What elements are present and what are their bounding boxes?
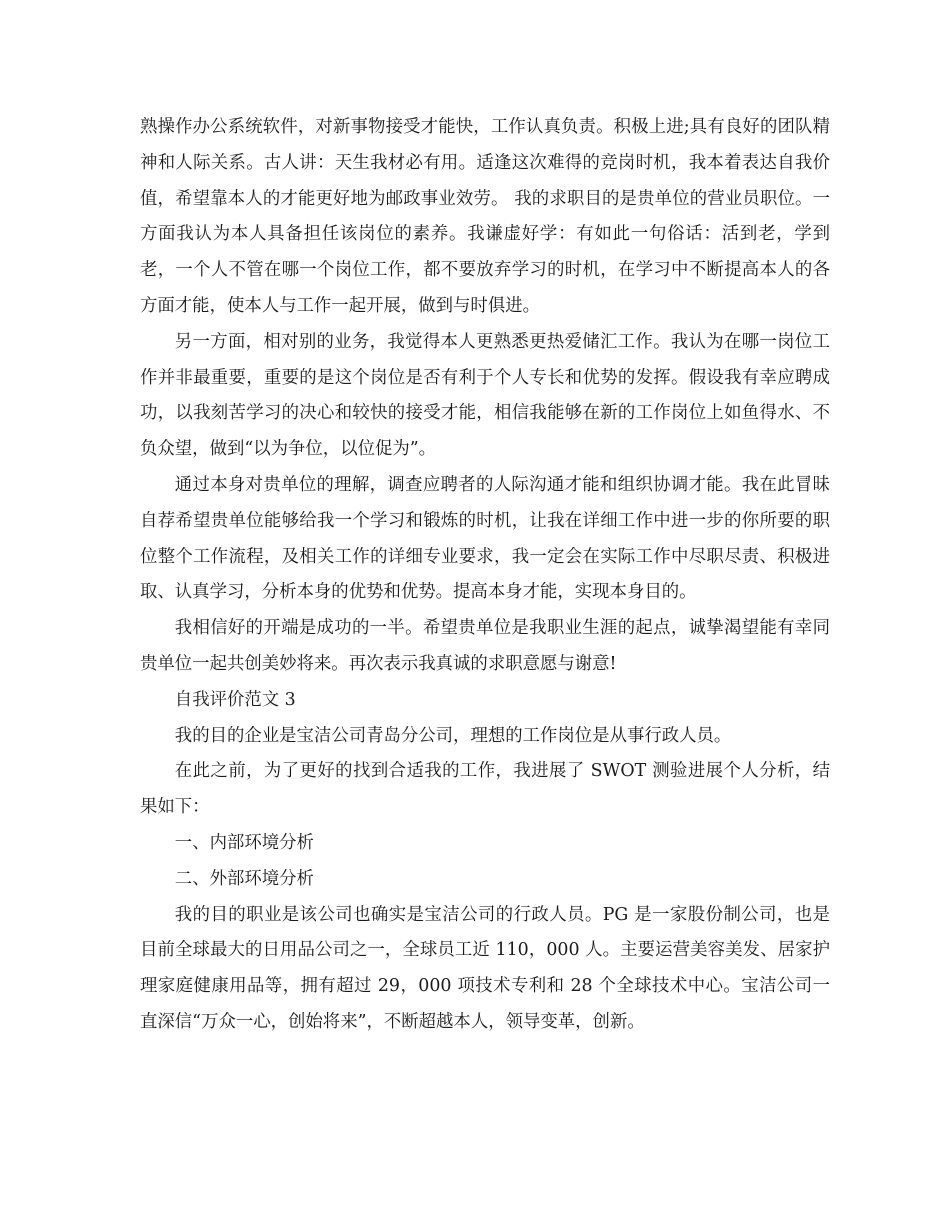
- paragraph-1: 熟操作办公系统软件，对新事物接受才能快，工作认真负责。积极上进;具有良好的团队精神和人际关系。古人讲：天生我材必有用。适逢这次难得的竞岗时机，我本着表达自我价值，希望靠本人的才能更好地为邮政事业效劳。 我的求职目的是贵单位的营业员职位。一方面我认为本人具备担任该岗位的素养。我谦虚好学：有如此一句俗话：活到老，学到老，一个人不管在哪一个岗位工作，都不要放弃学习的时机，在学习中不断提高本人的各方面才能，使本人与工作一起开展，做到与时俱进。: [140, 117, 830, 316]
- paragraph-6: 在此之前，为了更好的找到合适我的工作，我进展了 SWOT 测验进展个人分析，结果如下：: [140, 761, 830, 818]
- paragraph-3: 通过本身对贵单位的理解，调查应聘者的人际沟通才能和组织协调才能。我在此冒昧自荐希望贵单位能够给我一个学习和锻炼的时机，让我在详细工作中进一步的你所要的职位整个工作流程，及相关工作的详细专业要求，我一定会在实际工作中尽职尽责、积极进取、认真学习，分析本身的优势和优势。提高本身才能，实现本身目的。: [140, 474, 830, 603]
- paragraph-2: 另一方面，相对别的业务，我觉得本人更熟悉更热爱储汇工作。我认为在哪一岗位工作并非最重要，重要的是这个岗位是否有利于个人专长和优势的发挥。假设我有幸应聘成功，以我刻苦学习的决心和较快的接受才能，相信我能够在新的工作岗位上如鱼得水、不负众望，做到“以为争位，以位促为”。: [140, 331, 830, 460]
- paragraph-7: 我的目的职业是该公司也确实是宝洁公司的行政人员。PG 是一家股份制公司，也是目前全球最大的日用品公司之一，全球员工近 110，000 人。主要运营美容美发、居家护理家庭健康用品等，拥有超过 29，000 项技术专利和 28 个全球技术中心。宝洁公司一直深信“万众一心，创始将来”，不断超越本人，领导变革，创新。: [140, 904, 830, 1032]
- subheading-internal: 一、内部环境分析: [174, 832, 314, 853]
- subheading-external: 二、外部环境分析: [174, 868, 314, 889]
- paragraph-4: 我相信好的开端是成功的一半。希望贵单位是我职业生涯的起点，诚挚渴望能有幸同贵单位一起共创美妙将来。再次表示我真诚的求职意愿与谢意!: [140, 618, 830, 674]
- document-body: [140, 110, 830, 1041]
- paragraph-5: 我的目的企业是宝洁公司青岛分公司，理想的工作岗位是从事行政人员。: [174, 725, 732, 746]
- section-heading: 自我评价范文 3: [174, 689, 296, 710]
